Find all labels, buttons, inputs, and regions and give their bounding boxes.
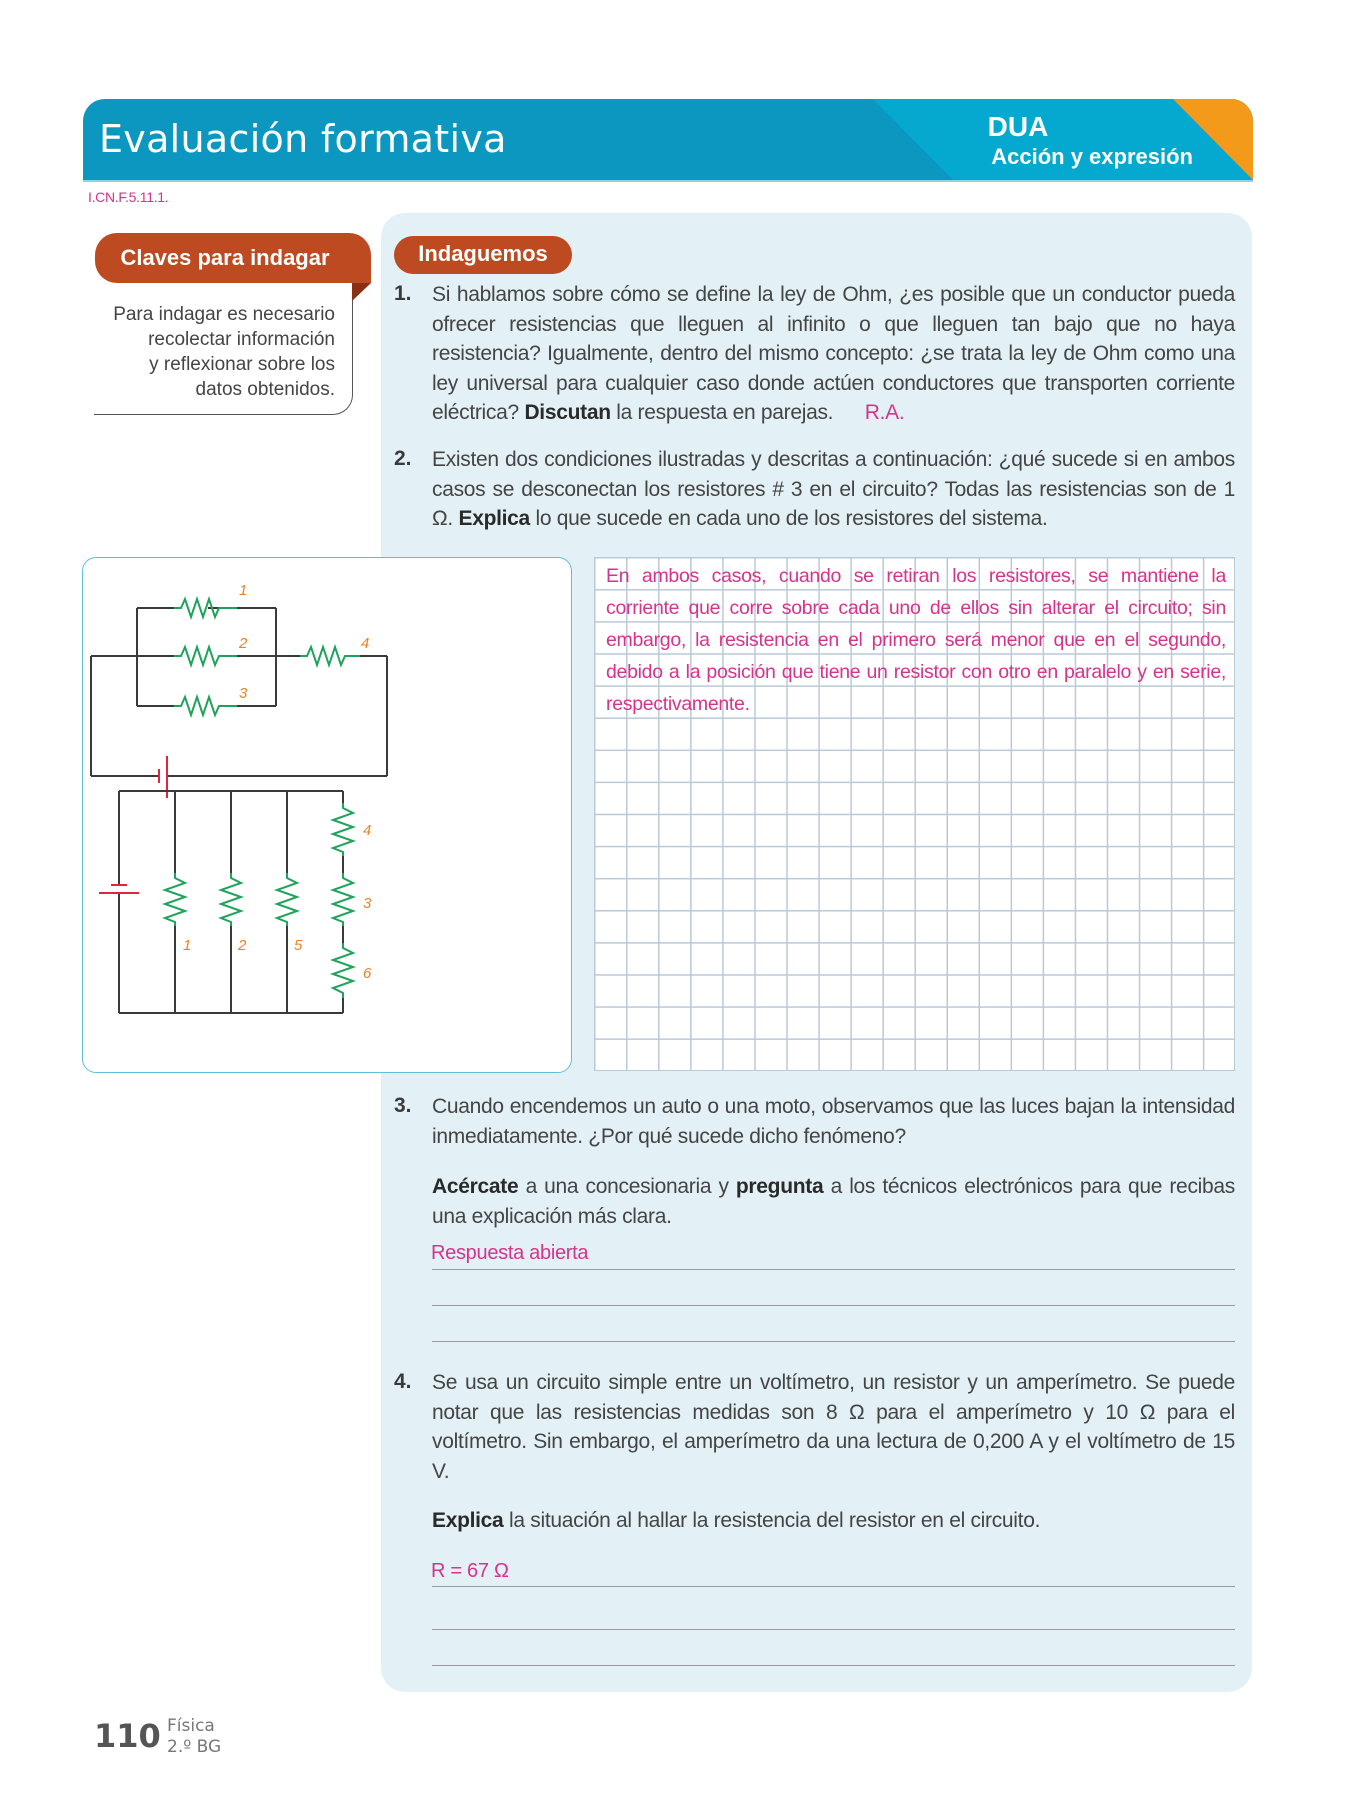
answer-line[interactable] (432, 1269, 1235, 1270)
resistor-label: 4 (363, 822, 372, 839)
question-3-instruction (432, 1172, 1235, 1231)
circuit-diagrams (83, 558, 571, 1072)
battery-2-icon (99, 885, 139, 893)
resistor-2 (174, 647, 237, 665)
resistor-1 (174, 599, 237, 617)
question-text: a una concesionaria y (525, 1175, 729, 1198)
resistor-label: 4 (361, 635, 370, 652)
resistor-label: 1 (183, 937, 192, 954)
answer-text: En ambos casos, cuando se retiran los resistores, se mantiene la corriente que corre sobre cada uno de ellos sin alterar el circuito; sin embargo, la resistencia en el primero será menor que en el segundo, debido a la posición que tiene un resistor con otro en paralelo y en serie, respectivamente. (606, 565, 1226, 716)
resistor-label: 2 (238, 937, 247, 954)
page-title: Evaluación formativa (99, 117, 507, 161)
claves-line: Para indagar es necesario (113, 304, 335, 325)
question-text: la respuesta en parejas. (616, 401, 834, 424)
claves-line: y reflexionar sobre los (149, 354, 335, 375)
question-number: 3. (394, 1094, 412, 1117)
claves-line: recolectar información (148, 329, 335, 350)
answer-line[interactable] (432, 1341, 1235, 1342)
resistor-label: 3 (239, 685, 248, 702)
header-banner (83, 99, 1253, 182)
question-bold-verb: Explica (458, 507, 530, 530)
circuit-figure (82, 557, 572, 1073)
resistor-6 (333, 943, 353, 998)
resistor-1 (165, 873, 185, 926)
circuit-2-resistors (165, 803, 353, 998)
resistor-3 (174, 697, 237, 715)
question-bold-verb: Discutan (524, 401, 611, 424)
circuit-2-wires (119, 791, 343, 1013)
resistor-5 (277, 873, 297, 926)
question-bold-verb: Acércate (432, 1175, 519, 1198)
dua-badge-title: DUA (987, 111, 1049, 142)
question-text: Si hablamos sobre cómo se define la ley de Ohm, ¿es posible que un conductor pueda ofrecer resistencias que lleguen al infinito o que lleguen tan bajo que no haya resistencia? Igualmente, dentro del mismo concepto: ¿se trata la ley de Ohm como una ley universal para cualquier caso donde actúen conductores que transporten corriente eléctrica? (432, 283, 1235, 424)
dua-badge-subtitle: Acción y expresión (991, 144, 1193, 169)
indicator-code: I.CN.F.5.11.1. (88, 189, 169, 205)
question-4-instruction (432, 1506, 1235, 1536)
subject-label: Física (167, 1716, 215, 1736)
resistor-label: 6 (363, 965, 372, 982)
resistor-4 (300, 647, 360, 665)
circuit-2-labels (183, 822, 372, 982)
resistor-label: 2 (239, 635, 248, 652)
question-3: Cuando encendemos un auto o una moto, observamos que las luces bajan la intensidad inmediatamente. ¿Por qué sucede dicho fenómeno? (432, 1095, 1235, 1148)
resistor-3 (333, 873, 353, 926)
resistor-4 (333, 803, 353, 856)
resistor-label: 3 (363, 895, 372, 912)
question-1 (432, 280, 1235, 428)
answer-line[interactable] (432, 1629, 1235, 1630)
resistor-label: 1 (239, 582, 248, 599)
question-text: lo que sucede en cada uno de los resistores del sistema. (535, 507, 1048, 530)
section-label: Indaguemos (418, 241, 548, 266)
question-number: 1. (394, 282, 412, 305)
resistor-2 (221, 873, 241, 926)
answer-line[interactable] (432, 1305, 1235, 1306)
claves-fold (352, 283, 371, 301)
question-bold-verb: pregunta (735, 1175, 824, 1198)
question-2 (432, 445, 1235, 534)
question-number: 2. (394, 447, 412, 470)
answer-text: Respuesta abierta (431, 1242, 589, 1264)
claves-text (95, 302, 335, 402)
answer-line[interactable] (432, 1586, 1235, 1587)
question-bold-verb: Explica (432, 1509, 504, 1532)
question-text: a los técnicos electrónicos para que recibas una explicación más clara. (432, 1175, 1235, 1228)
question-text: Existen dos condiciones ilustradas y descritas a continuación: ¿qué sucede si en ambos casos se desconectan los resistores # 3 en el circuito? Todas las resistencias son de 1 Ω. (432, 448, 1235, 530)
claves-line: datos obtenidos. (195, 379, 335, 400)
claves-title: Claves para indagar (120, 245, 330, 270)
circuit-1-labels (238, 582, 369, 702)
resistor-label: 5 (294, 937, 303, 954)
question-number: 4. (394, 1370, 412, 1393)
answer-text: R.A. (864, 401, 905, 424)
answer-text: R = 67 Ω (431, 1560, 509, 1582)
page-number: 110 (94, 1717, 161, 1755)
question-text: la situación al hallar la resistencia del resistor en el circuito. (509, 1509, 1041, 1532)
question-4: Se usa un circuito simple entre un voltímetro, un resistor y un amperímetro. Se puede notar que las resistencias medidas son 8 Ω para el amperímetro y 10 Ω para el voltímetro. Sin embargo, el amperímetro da una lectura de 0,200 A y el voltímetro de 15 V. (432, 1371, 1235, 1483)
answer-line[interactable] (432, 1665, 1235, 1666)
grade-label: 2.º BG (167, 1737, 222, 1757)
